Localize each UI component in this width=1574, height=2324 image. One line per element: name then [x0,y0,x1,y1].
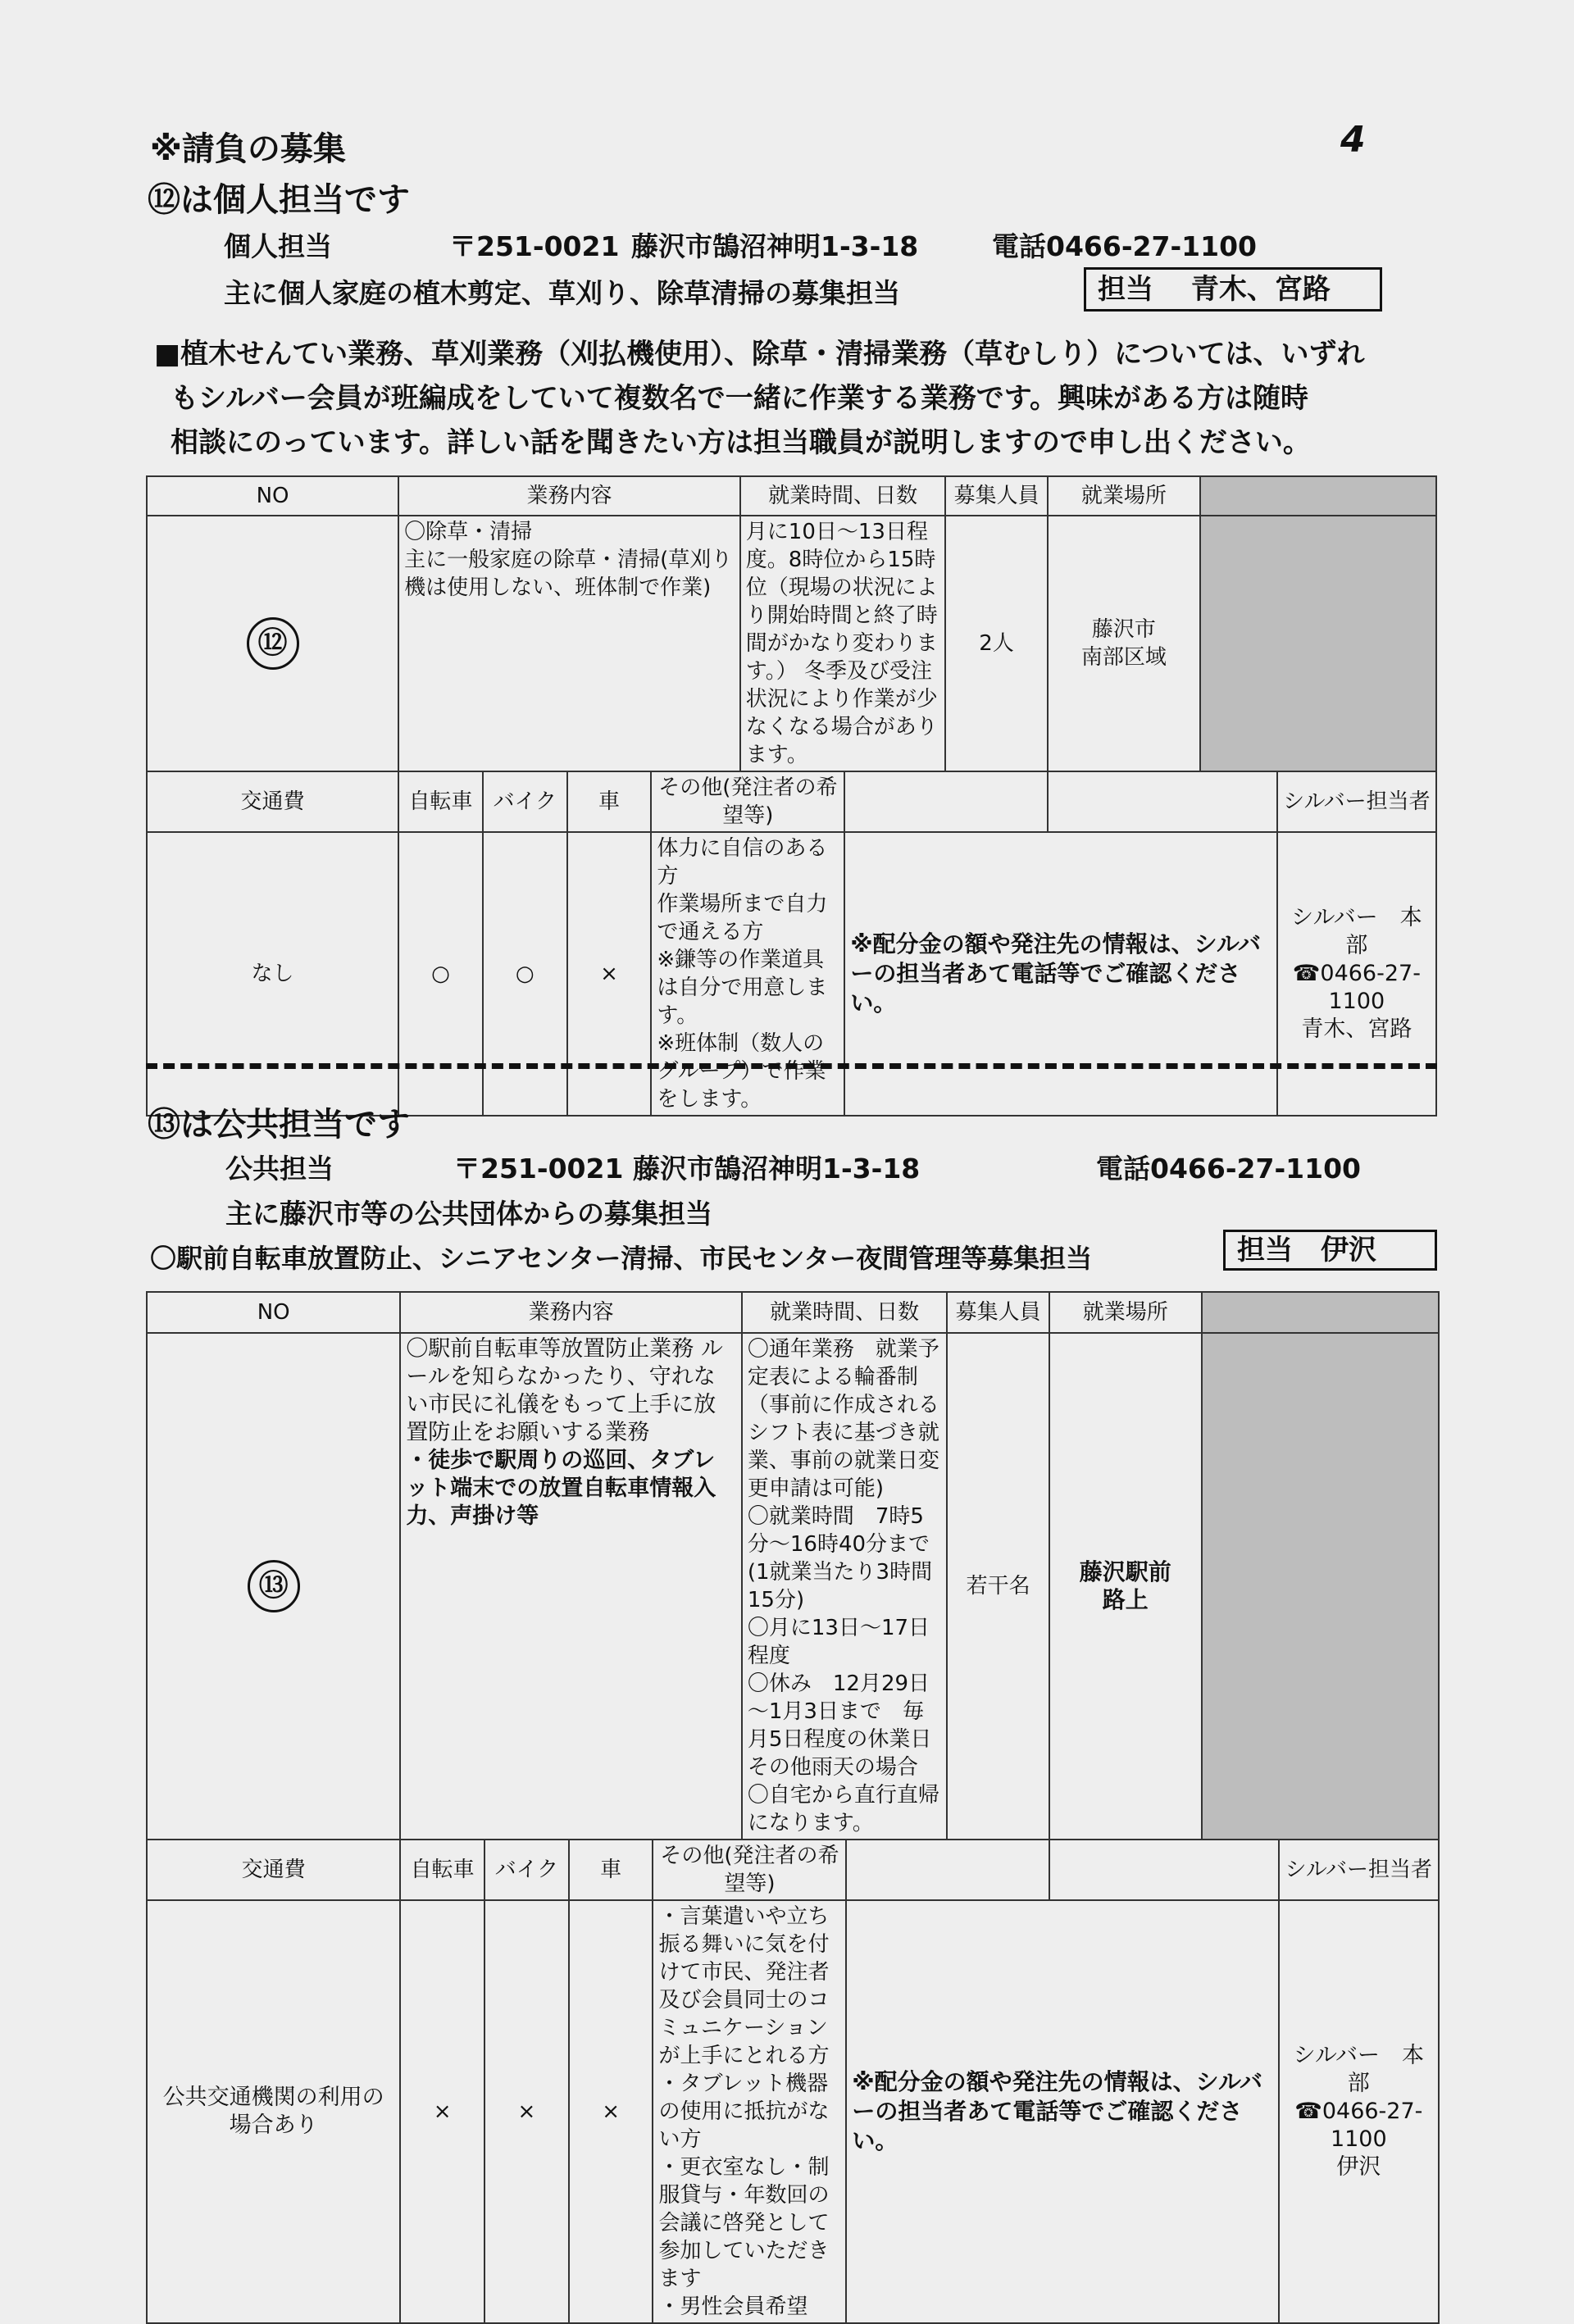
header-content: 業務内容 [400,1292,742,1333]
header-other: その他(発注者の希望等) [651,771,844,832]
page-heading: ※請負の募集 [150,130,346,168]
bike-cell: × [484,1900,569,2323]
contact-cell [1277,832,1436,1116]
other-line: ※班体制（数人のグループ）で作業をします。 [657,1031,826,1112]
note-cell: ※配分金の額や発注先の情報は、シルバーの担当者あて電話等でご確認ください。 [844,832,1276,1116]
content-line: 主に一般家庭の除草・清掃(草刈り機は使用しない、班体制で作業) [404,548,733,600]
section13-postal: 〒251-0021 [453,1153,624,1185]
section-divider [146,1063,1437,1069]
header-place: 就業場所 [1049,1292,1202,1333]
header-car: 車 [567,771,652,832]
gray-cell [1200,476,1436,516]
other-line: ・タブレット機器の使用に抵抗がない方 [658,2072,830,2152]
header-other: その他(発注者の希望等) [653,1840,846,1900]
contact-line: ☎0466-27-1100 [1294,2099,1423,2152]
header-contact: シルバー担当者 [1279,1840,1439,1900]
header-bicycle: 自転車 [400,1840,484,1900]
place-cell [1048,516,1200,771]
contact-line: 青木、宮路 [1301,1016,1413,1042]
other-cell [651,832,844,1116]
empty-cell [846,1840,1049,1900]
number-badge: ⑬ [248,1560,300,1612]
header-bike: バイク [483,771,567,832]
section13-title: ⑬は公共担当です [148,1106,410,1144]
section12-table [146,475,1437,1117]
bicycle-cell: ○ [398,832,483,1116]
header-transport: 交通費 [147,771,398,832]
section12-title: ⑫は個人担当です [148,181,410,219]
transport-cell: なし [147,832,398,1116]
contact-line: シルバー 本部 [1293,2043,1425,2096]
content-cell [400,1333,742,1840]
header-place: 就業場所 [1048,476,1200,516]
header-bicycle: 自転車 [398,771,483,832]
bike-cell: ○ [483,832,567,1116]
place-cell [1049,1333,1202,1840]
gray-cell [1202,1292,1439,1333]
contact-line: 伊沢 [1336,2154,1381,2180]
other-cell [653,1900,846,2323]
hours-cell [742,1333,953,1840]
notice-line: もシルバー会員が班編成をしていて複数名で一緒に作業する業務です。興味がある方は随時 [171,382,1309,415]
header-hours: 就業時間、日数 [742,1292,948,1333]
place-line: 路上 [1102,1586,1149,1613]
row-no-cell [147,516,398,771]
content-text: 〇駅前自転車等放置防止業務 ルールを知らなかったり、守れない市民に礼儀をもって上手に放置防止をお願いする業務 [406,1336,723,1445]
hours-cell: 月に10日～13日程度。8時位から15時位（現場の状況により開始時間と終了時間がかなり変わります。） 冬季及び受注状況により作業が少なくなる場合があります。 [740,516,946,771]
section12-postal: 〒251-0021 [449,230,620,262]
place-line: 藤沢駅前 [1079,1558,1171,1585]
row-no-cell [147,1333,400,1840]
hours-line: 〇自宅から直行直帰になります。 [747,1783,939,1835]
section13-staff-box: 担当 伊沢 [1223,1230,1437,1271]
other-line: ※鎌等の作業道具は自分で用意します。 [657,948,828,1028]
number-badge: ⑫ [247,617,299,670]
contact-line: シルバー 本部 [1291,905,1422,958]
content-text-bold: ・徒歩で駅周りの巡回、タブレット端末での放置自転車情報入力、声掛け等 [406,1448,716,1529]
section13-address: 藤沢市鵠沼神明1-3-18 [633,1153,921,1185]
header-people: 募集人員 [945,476,1047,516]
content-line: 〇除草・清掃 [404,520,533,544]
header-no: NO [147,476,398,516]
header-bike: バイク [484,1840,569,1900]
other-line: ・言葉遣いや立ち振る舞いに気を付けて市民、発注者及び会員同士のコミュニケーションが上手にとれる方 [658,1904,830,2068]
section12-address: 藤沢市鵠沼神明1-3-18 [631,230,919,262]
section12-dept: 個人担当 [224,230,332,262]
notice-line: ■植木せんてい業務、草刈業務（刈払機使用）、除草・清掃業務（草むしり）については、いずれ [154,338,1365,371]
content-cell [398,516,740,771]
section13-phone: 電話0466-27-1100 [1096,1153,1362,1185]
header-hours: 就業時間、日数 [740,476,946,516]
page-number: 4 [1340,119,1366,161]
notice-line: 相談にのっています。詳しい話を聞きたい方は担当職員が説明しますので申し出ください。 [171,426,1311,459]
people-cell: 若干名 [947,1333,1049,1840]
note-cell: ※配分金の額や発注先の情報は、シルバーの担当者あて電話等でご確認ください。 [846,1900,1278,2323]
contact-cell [1279,1900,1439,2323]
section13-dept: 公共担当 [225,1153,334,1185]
section13-subtitle: 主に藤沢市等の公共団体からの募集担当 [225,1198,712,1230]
gray-cell [1202,1333,1439,1840]
section12-notice [154,332,1364,465]
car-cell: × [567,832,652,1116]
header-car: 車 [569,1840,653,1900]
bicycle-cell: × [400,1900,484,2323]
empty-cell [1049,1840,1279,1900]
header-transport: 交通費 [147,1840,400,1900]
hours-line: 〇通年業務 就業予定表による輪番制 （事前に作成されるシフト表に基づき就業、事前の就業日変更申請は可能) [747,1337,939,1501]
header-content: 業務内容 [398,476,740,516]
other-line: ・更衣室なし・制服貸与・年数回の会議に啓発として参加していただきます [658,2155,830,2291]
section12-subtitle: 主に個人家庭の植木剪定、草刈り、除草清掃の募集担当 [224,277,900,309]
contact-line: ☎0466-27-1100 [1292,961,1421,1014]
header-no: NO [147,1292,400,1333]
hours-line: 〇就業時間 7時5分～16時40分まで(1就業当たり3時間15分) [747,1504,933,1612]
other-line: 作業場所まで自力で通える方 [657,892,828,944]
hours-line: 〇休み 12月29日～1月3日まで 毎月5日程度の休業日 その他雨天の場合 [747,1671,953,1780]
people-cell: 2人 [945,516,1047,771]
section12-staff-box: 担当 青木、宮路 [1084,267,1382,312]
section13-subtitle2: 〇駅前自転車放置防止、シニアセンター清掃、市民センター夜間管理等募集担当 [150,1243,1093,1274]
header-contact: シルバー担当者 [1277,771,1436,832]
place-line: 藤沢市 [1091,617,1156,642]
header-people: 募集人員 [947,1292,1049,1333]
hours-line: 〇月に13日～17日程度 [747,1616,930,1668]
section12-phone: 電話0466-27-1100 [992,230,1258,262]
empty-cell [844,771,1047,832]
car-cell: × [569,1900,653,2323]
gray-cell [1200,516,1436,771]
transport-cell: 公共交通機関の利用の場合あり [147,1900,400,2323]
place-line: 南部区域 [1080,645,1167,670]
empty-cell [1048,771,1277,832]
other-line: 体力に自信のある方 [657,836,828,889]
other-line: ・男性会員希望 [658,2294,808,2319]
section13-table [146,1291,1440,2324]
